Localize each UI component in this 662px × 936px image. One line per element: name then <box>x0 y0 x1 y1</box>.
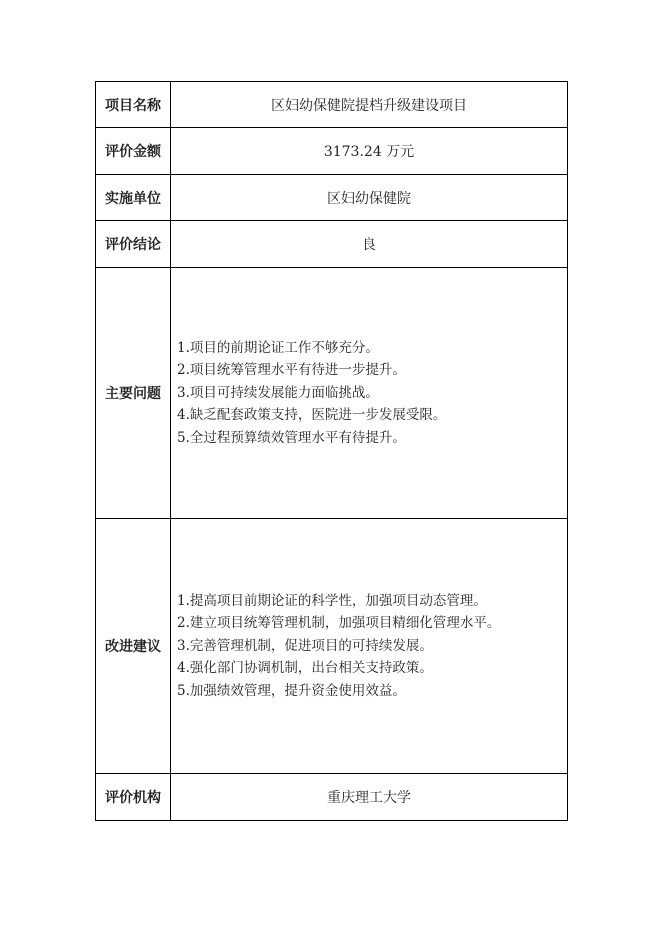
evaluation-agency-label: 评价机构 <box>96 774 171 821</box>
list-item: 4.缺乏配套政策支持，医院进一步发展受限。 <box>177 407 447 424</box>
improvement-suggestions-list <box>177 590 567 703</box>
list-item: 1.提高项目前期论证的科学性，加强项目动态管理。 <box>177 592 487 609</box>
list-item: 5.全过程预算绩效管理水平有待提升。 <box>177 429 406 446</box>
row-implementing-unit <box>96 175 568 221</box>
implementing-unit-value: 区妇幼保健院 <box>171 175 568 221</box>
project-name-label: 项目名称 <box>96 82 171 128</box>
project-name-value: 区妇幼保健院提档升级建设项目 <box>171 82 568 128</box>
evaluation-conclusion-value: 良 <box>171 221 568 268</box>
list-item: 1.项目的前期论证工作不够充分。 <box>177 339 379 356</box>
list-item: 3.完善管理机制，促进项目的可持续发展。 <box>177 637 433 654</box>
main-problems-label: 主要问题 <box>96 268 171 519</box>
evaluation-table <box>95 81 568 821</box>
list-item: 4.强化部门协调机制，出台相关支持政策。 <box>177 660 433 677</box>
main-problems-list <box>177 337 567 450</box>
improvement-suggestions-list-cell <box>171 519 568 774</box>
evaluation-amount-value: 3173.24 万元 <box>171 128 568 175</box>
row-evaluation-agency <box>96 774 568 821</box>
list-item: 2.项目统筹管理水平有待进一步提升。 <box>177 362 406 379</box>
row-evaluation-conclusion <box>96 221 568 268</box>
list-item: 2.建立项目统筹管理机制，加强项目精细化管理水平。 <box>177 615 501 632</box>
list-item: 5.加强绩效管理，提升资金使用效益。 <box>177 682 406 699</box>
list-item: 3.项目可持续发展能力面临挑战。 <box>177 384 379 401</box>
main-problems-list-cell <box>171 268 568 519</box>
improvement-suggestions-label: 改进建议 <box>96 519 171 774</box>
row-evaluation-amount <box>96 128 568 175</box>
implementing-unit-label: 实施单位 <box>96 175 171 221</box>
row-main-problems <box>96 268 568 519</box>
evaluation-agency-value: 重庆理工大学 <box>171 774 568 821</box>
evaluation-conclusion-label: 评价结论 <box>96 221 171 268</box>
row-improvement-suggestions <box>96 519 568 774</box>
evaluation-amount-label: 评价金额 <box>96 128 171 175</box>
row-project-name <box>96 82 568 128</box>
